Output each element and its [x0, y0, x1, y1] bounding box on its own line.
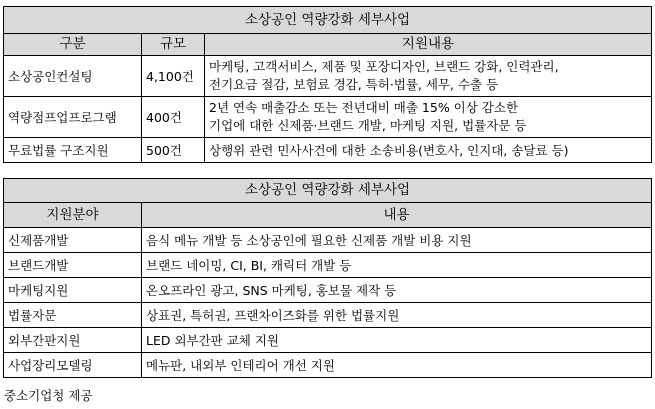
table-row — [4, 138, 652, 163]
row-content: 온오프라인 광고, SNS 마케팅, 홍보물 제작 등 — [142, 278, 652, 303]
row-content: 메뉴판, 내외부 인테리어 개선 지원 — [142, 353, 652, 378]
content-line: 전기요금 절감, 보험료 경감, 특허·법률, 세무, 수출 등 — [209, 77, 499, 92]
row-field: 신제품개발 — [4, 228, 142, 253]
row-content — [205, 97, 652, 138]
header-scale: 규모 — [142, 34, 205, 56]
row-field: 사업장리모델링 — [4, 353, 142, 378]
source-credit: 중소기업청 제공 — [4, 388, 93, 403]
header-content: 내용 — [142, 203, 652, 228]
header-content: 지원내용 — [205, 34, 652, 56]
header-field: 지원분야 — [4, 203, 142, 228]
table-row — [4, 328, 652, 353]
content-line: 기업에 대한 신제품·브랜드 개발, 마케팅 지원, 법률자문 등 — [209, 118, 527, 133]
content-line: 마케팅, 고객서비스, 제품 및 포장디자인, 브랜드 강화, 인력관리, — [209, 59, 559, 74]
row-category: 소상공인컨설팅 — [4, 56, 142, 97]
row-content: LED 외부간판 교체 지원 — [142, 328, 652, 353]
row-field: 법률자문 — [4, 303, 142, 328]
header-category: 구분 — [4, 34, 142, 56]
table-row — [4, 353, 652, 378]
table-1-title: 소상공인 역량강화 세부사업 — [4, 7, 652, 34]
table-row — [4, 56, 652, 97]
row-content: 상행위 관련 민사사건에 대한 소송비용(변호사, 인지대, 송달료 등) — [205, 138, 652, 163]
row-category: 무료법률 구조지원 — [4, 138, 142, 163]
row-content: 음식 메뉴 개발 등 소상공인에 필요한 신제품 개발 비용 지원 — [142, 228, 652, 253]
row-scale: 4,100건 — [142, 56, 205, 97]
row-scale: 500건 — [142, 138, 205, 163]
row-category: 역량점프업프로그램 — [4, 97, 142, 138]
table-row — [4, 278, 652, 303]
content-line: 2년 연속 매출감소 또는 전년대비 매출 15% 이상 감소한 — [209, 100, 519, 115]
row-field: 마케팅지원 — [4, 278, 142, 303]
row-scale: 400건 — [142, 97, 205, 138]
table-2-title: 소상공인 역량강화 세부사업 — [4, 179, 652, 203]
table-row — [4, 228, 652, 253]
row-field: 외부간판지원 — [4, 328, 142, 353]
row-content: 브랜드 네이밍, CI, BI, 캐릭터 개발 등 — [142, 253, 652, 278]
row-content: 상표권, 특허권, 프랜차이즈화를 위한 법률지원 — [142, 303, 652, 328]
table-row — [4, 303, 652, 328]
support-table-2 — [3, 178, 652, 378]
row-field: 브랜드개발 — [4, 253, 142, 278]
table-row — [4, 97, 652, 138]
row-content — [205, 56, 652, 97]
table-row — [4, 253, 652, 278]
support-table-1 — [3, 6, 652, 163]
